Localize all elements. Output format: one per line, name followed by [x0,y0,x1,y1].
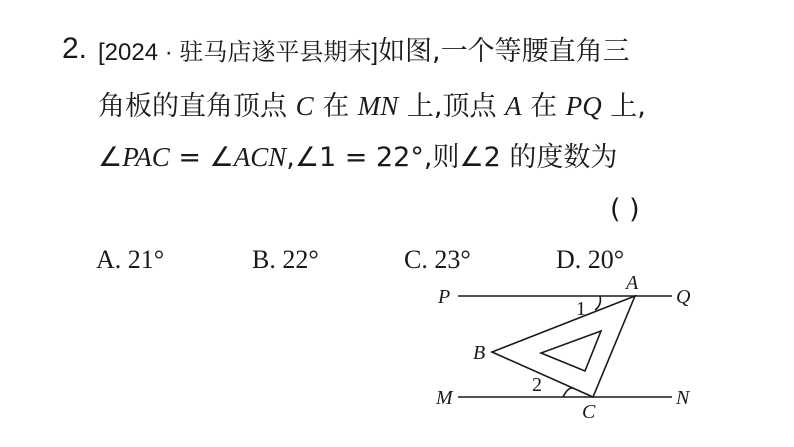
label-angle-2: 2 [532,374,542,396]
label-p: P [438,286,451,308]
label-a: A [626,272,639,294]
math-pac: PAC [122,142,170,172]
text-run: 上, [601,91,646,122]
math-acn: ACN [233,142,287,172]
math-a: A [505,91,522,121]
triangle-inner [541,331,601,371]
label-c: C [582,401,596,423]
text-run: 在 [313,91,358,122]
option-letter: C. [404,245,428,274]
label-q: Q [676,286,691,308]
option-value: 20° [587,245,625,274]
math-pq: PQ [565,91,602,121]
label-m: M [436,387,453,409]
question-source: [2024 · 驻马店遂平县期末] [98,39,379,66]
answer-parentheses: ( ) [610,194,640,225]
label-b: B [473,342,486,364]
angle-2-arc [563,388,573,397]
question-number: 2. [62,32,88,65]
option-letter: A. [96,245,122,274]
option-value: 21° [127,245,165,274]
text-run: = ∠ [169,142,234,173]
option-value: 22° [282,245,319,274]
text-run: 角板的直角顶点 [98,91,296,122]
text-run: 在 [521,91,566,122]
math-mn: MN [357,91,399,121]
text-run: 上,顶点 [398,91,506,122]
text-run: ,∠1 = 22°,则∠2 的度数为 [286,142,618,173]
angle-1-arc [595,296,600,310]
math-c: C [295,91,314,121]
angle-symbol: ∠ [98,142,123,173]
option-letter: B. [252,245,276,274]
option-letter: D. [556,245,582,274]
option-value: 23° [434,245,471,274]
question-text-1: 如图,一个等腰直角三 [378,36,630,67]
triangle-outer [492,296,635,397]
label-n: N [676,387,690,409]
label-angle-1: 1 [576,298,586,320]
